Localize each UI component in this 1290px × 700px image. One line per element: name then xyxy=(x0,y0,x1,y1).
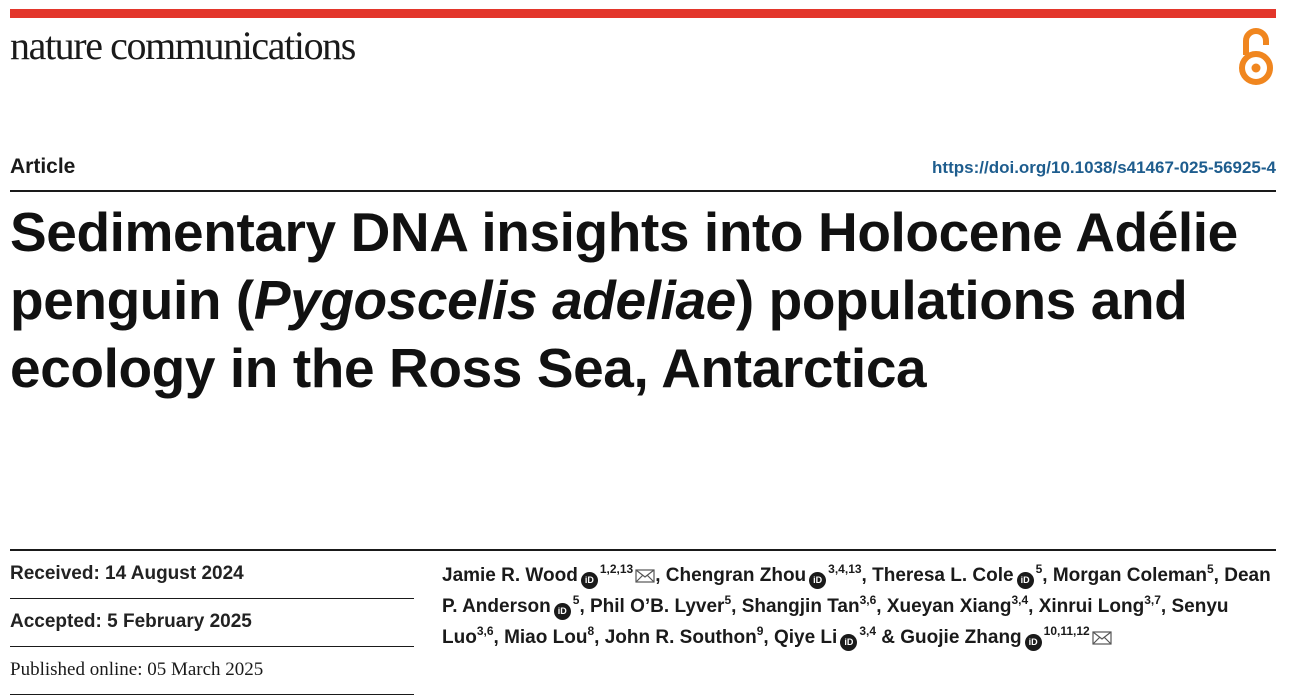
affiliation-numbers[interactable]: 3,4 xyxy=(859,624,876,638)
author-separator: , xyxy=(594,627,605,648)
affiliation-numbers[interactable]: 5 xyxy=(1206,562,1214,576)
affiliation-numbers[interactable]: 3,6 xyxy=(859,593,877,607)
author-name[interactable]: John R. Southon xyxy=(604,627,757,648)
affiliation-numbers[interactable]: 3,7 xyxy=(1144,593,1161,607)
author-name[interactable]: Miao Lou xyxy=(504,627,588,648)
author-name[interactable]: Theresa L. Cole xyxy=(872,565,1014,586)
affiliation-numbers[interactable]: 1,2,13 xyxy=(599,562,634,576)
email-icon[interactable] xyxy=(635,569,655,583)
affiliation-numbers[interactable]: 10,11,12 xyxy=(1043,624,1090,638)
author-name[interactable]: Chengran Zhou xyxy=(665,565,807,586)
author-name[interactable]: Dean P. Anderson xyxy=(442,565,1271,617)
author-item xyxy=(590,593,742,617)
published-date: Published online: 05 March 2025 xyxy=(10,647,414,695)
open-access-icon[interactable] xyxy=(1236,25,1276,85)
author-separator: , xyxy=(579,596,590,617)
author-separator: , xyxy=(876,596,887,617)
author-name[interactable]: Shangjin Tan xyxy=(741,596,860,617)
affiliation-numbers[interactable]: 5 xyxy=(1035,562,1043,576)
author-list xyxy=(442,560,1272,653)
journal-logo[interactable]: nature communications xyxy=(10,23,355,68)
accent-bar xyxy=(10,9,1276,18)
orcid-icon[interactable]: iD xyxy=(840,634,857,651)
author-item xyxy=(773,624,901,648)
dates-panel xyxy=(10,551,414,695)
accepted-date: Accepted: 5 February 2025 xyxy=(10,599,414,647)
author-item xyxy=(886,593,1039,617)
author-separator: , xyxy=(1160,596,1172,617)
author-name[interactable]: Qiye Li xyxy=(773,627,838,648)
author-item xyxy=(900,624,1111,648)
orcid-icon[interactable]: iD xyxy=(1017,572,1034,589)
author-separator: , xyxy=(1213,565,1225,586)
author-name[interactable]: Jamie R. Wood xyxy=(442,565,578,586)
author-name[interactable]: Xinrui Long xyxy=(1038,596,1145,617)
author-separator: , xyxy=(763,627,774,648)
doi-link[interactable]: https://doi.org/10.1038/s41467-025-56925-4 xyxy=(932,158,1276,177)
author-separator: , xyxy=(1028,596,1039,617)
orcid-icon[interactable]: iD xyxy=(581,572,598,589)
author-name[interactable]: Guojie Zhang xyxy=(900,627,1022,648)
orcid-icon[interactable]: iD xyxy=(554,603,571,620)
author-name[interactable]: Senyu Luo xyxy=(442,596,1229,648)
affiliation-numbers[interactable]: 9 xyxy=(756,624,764,638)
affiliation-numbers[interactable]: 3,4 xyxy=(1011,593,1029,607)
author-name[interactable]: Morgan Coleman xyxy=(1052,565,1207,586)
affiliation-numbers[interactable]: 3,6 xyxy=(476,624,494,638)
orcid-icon[interactable]: iD xyxy=(809,572,826,589)
affiliation-numbers[interactable]: 8 xyxy=(587,624,595,638)
author-item xyxy=(504,624,605,648)
author-separator: , xyxy=(861,565,873,586)
header-divider xyxy=(10,190,1276,192)
author-item xyxy=(604,624,774,648)
affiliation-numbers[interactable]: 5 xyxy=(572,593,580,607)
author-item xyxy=(872,562,1053,586)
title-text-end: ) populations and ecology in the Ross Sea, Antarctica xyxy=(10,269,1188,399)
affiliation-numbers[interactable]: 3,4,13 xyxy=(828,562,862,576)
author-separator: , xyxy=(731,596,742,617)
author-separator: & xyxy=(876,627,901,648)
title-species-name: Pygoscelis adeliae xyxy=(253,269,736,331)
author-item xyxy=(442,562,666,586)
author-item xyxy=(665,562,873,586)
author-name[interactable]: Xueyan Xiang xyxy=(886,596,1012,617)
received-date: Received: 14 August 2024 xyxy=(10,551,414,599)
title-text-start: Sedimentary DNA insights into Holocene Adélie penguin ( xyxy=(10,201,1238,331)
article-type-label: Article xyxy=(10,155,76,178)
author-name[interactable]: Phil O’B. Lyver xyxy=(590,596,725,617)
article-title xyxy=(10,198,1260,402)
affiliation-numbers[interactable]: 5 xyxy=(724,593,732,607)
author-item xyxy=(1038,593,1172,617)
email-icon[interactable] xyxy=(1092,631,1112,645)
author-item xyxy=(741,593,887,617)
author-item xyxy=(1052,562,1225,586)
author-separator: , xyxy=(1042,565,1053,586)
orcid-icon[interactable]: iD xyxy=(1025,634,1042,651)
author-separator: , xyxy=(493,627,505,648)
author-separator: , xyxy=(655,565,666,586)
